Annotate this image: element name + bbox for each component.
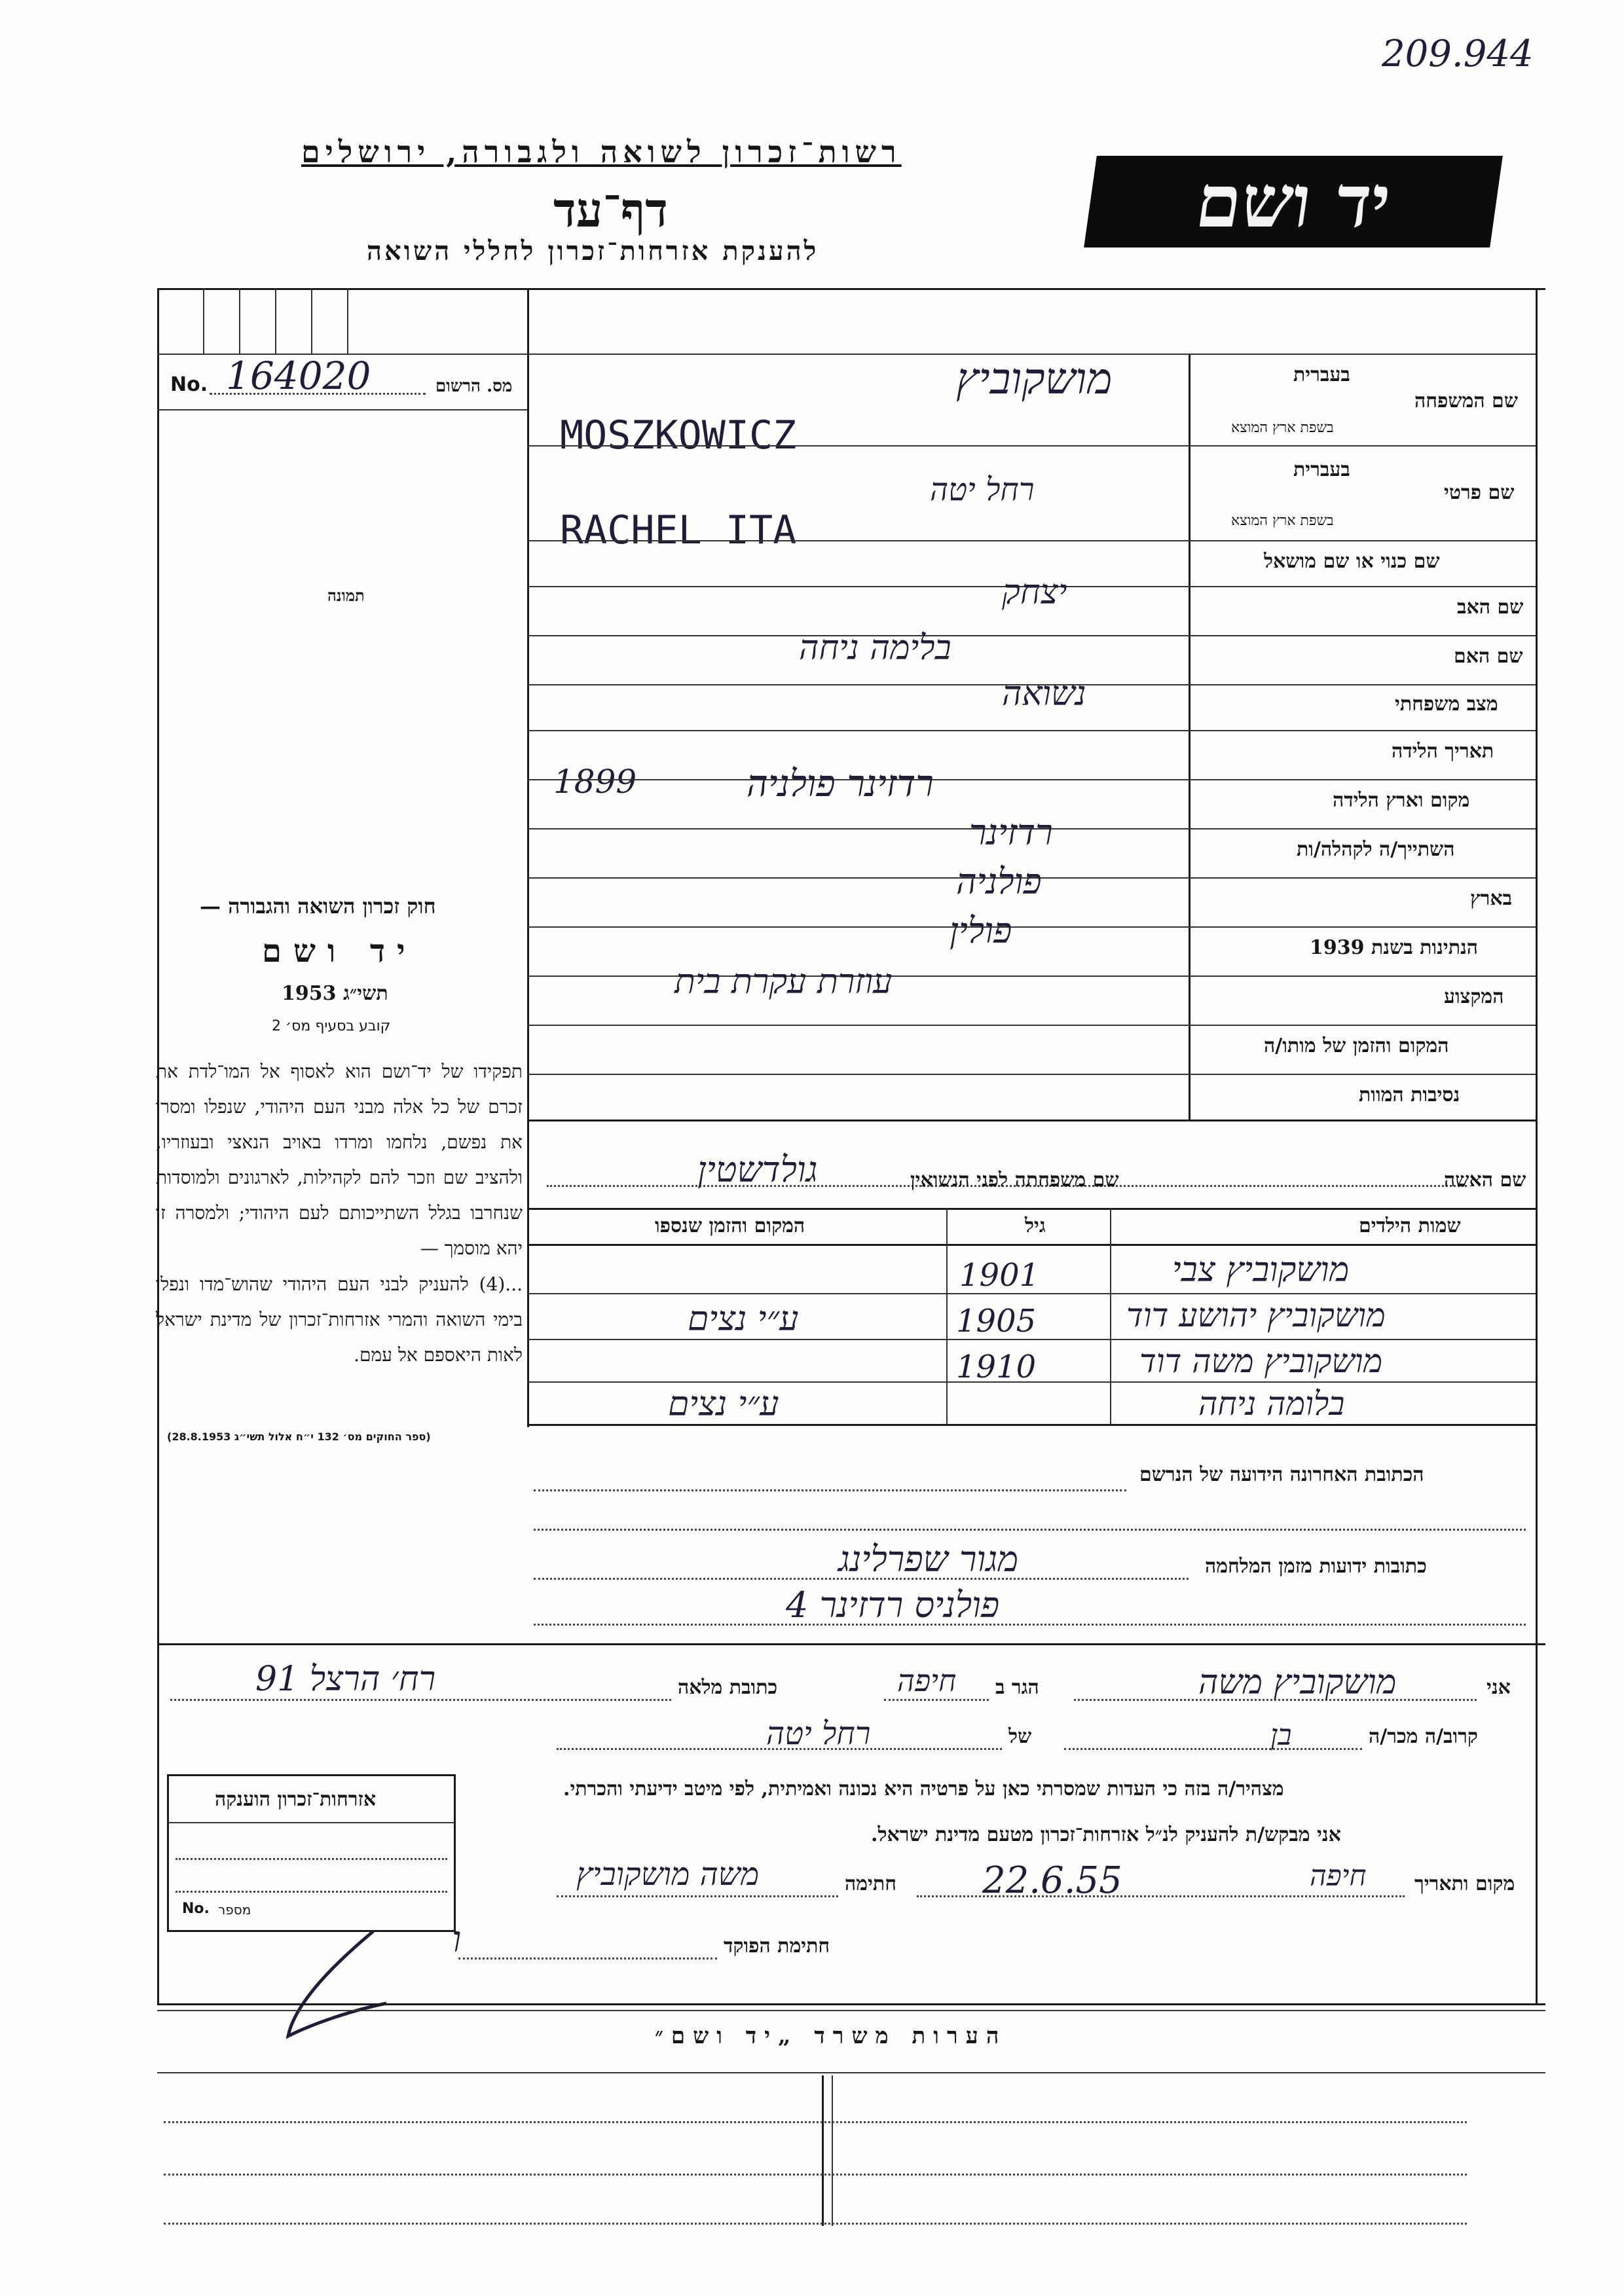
stamp-title: אזרחות־זכרון הוענקה — [215, 1788, 377, 1811]
date-value: 22.6.55 — [982, 1859, 1122, 1902]
first-name-label: שם פרטי — [1444, 481, 1515, 504]
law-paragraph-1: תפקידו של יד־ושם הוא לאסוף אל המו־לדת את זכרם של כל אלה מבני העם היהודי, שנפלו ומסרו את נפשם, נלחמו ומרדו באויב הנאצי ובעוזריו, ולהציב שם וזכר להם לקהילות, לארגונים ולמוסדות שנחרבו בגלל השתייכותם לעם היהודי; ולמסרה זו יהא מוסמך — — [156, 1061, 523, 1259]
origin-lang-label-1: בשפת ארץ המוצא — [1231, 420, 1334, 436]
of-value: רחל יטה — [766, 1715, 871, 1752]
signature-label: חתימה — [845, 1872, 896, 1895]
mother-value: בלימה ניחה — [799, 629, 951, 668]
child-4-name: בלומה ניחה — [1198, 1385, 1345, 1423]
place-date-label: מקום ותאריך — [1414, 1872, 1515, 1895]
request-text: אני מבקש/ת להעניק לנ״ל אזרחות־זכרון מטעם מדינת ישראל. — [871, 1823, 1341, 1846]
full-address-label: כתובת מלאה — [678, 1676, 778, 1699]
birth-place-value: רדזינר פולניה — [747, 763, 934, 805]
declarant-name: מושקוביץ משה — [1198, 1663, 1397, 1702]
hebrew-label-1: בעברית — [1293, 363, 1350, 386]
officer-mark: ו — [452, 1918, 462, 1961]
relation-label: קרוב/ה מכר/ה — [1369, 1725, 1478, 1748]
law-name: יד ושם — [262, 933, 417, 970]
law-paragraph-2: ...(4) להעניק לבני העם היהודי שהוש־מדו ונפלו בימי השואה והמרי אזרחות־זכרון של מדינת ישראל לאות היאספם אל עמם. — [156, 1273, 523, 1366]
child-2-place: ע״י נצים — [688, 1300, 799, 1339]
place-value: חיפה — [1310, 1859, 1367, 1893]
resides-value: חיפה — [897, 1663, 957, 1698]
child-2-year: 1905 — [956, 1303, 1037, 1339]
citizenship-label: הנתינות בשנת 1939 — [1310, 936, 1479, 959]
registration-number: 164020 — [226, 354, 371, 398]
child-4-place: ע״י נצים — [668, 1385, 779, 1424]
relation-value: בן — [1270, 1719, 1292, 1752]
scribble-mark — [275, 1925, 393, 2056]
form-subtitle: להענקת אזרחות־זכרון לחללי השואה — [367, 236, 819, 266]
declarant-i-label: אני — [1486, 1676, 1511, 1699]
yad-vashem-logo: יד ושם — [1084, 156, 1503, 247]
wife-label: שם האשה — [1444, 1169, 1526, 1192]
registration-he-label: מס. הרשום — [435, 376, 513, 396]
community-value: רדזינר — [969, 812, 1053, 853]
wartime-address-1: מגור שפרלינג — [838, 1539, 1019, 1580]
death-circ-label: נסיבות המוות — [1359, 1084, 1460, 1106]
maiden-name-label: שם משפחתה לפני הנשואין — [910, 1169, 1119, 1192]
declaration-text: מצהיר/ה בזה כי העדות שמסרתי כאן על פרטיה היא נכונה ואמיתית, לפי מיטב ידיעתי והכרתי. — [563, 1777, 1284, 1800]
profession-value: עוזרת עקרת בית — [674, 962, 893, 1002]
family-name-label: שם המשפחה — [1414, 390, 1519, 412]
nickname-label: שם כנוי או שם מושאל — [1264, 550, 1440, 573]
birth-year: 1899 — [553, 763, 637, 801]
children-place-header: המקום והזמן שנספו — [655, 1214, 805, 1237]
family-name-origin: MOSZKOWICZ — [560, 412, 797, 458]
stamp-number-he: מספר — [218, 1902, 251, 1918]
family-name-he: מושקוביץ — [956, 354, 1113, 404]
father-label: שם האב — [1457, 596, 1524, 619]
office-notes-title: הערות משרד „יד ושם״ — [655, 2023, 1007, 2049]
children-names-header: שמות הילדים — [1359, 1214, 1461, 1237]
marital-value: נשואה — [1002, 674, 1086, 714]
death-place-label: המקום והזמן של מותו/ה — [1264, 1034, 1449, 1057]
origin-lang-label-2: בשפת ארץ המוצא — [1231, 513, 1334, 529]
of-label: של — [1008, 1725, 1032, 1748]
last-address-label: הכתובת האחרונה הידועה של הנרשם — [1139, 1463, 1424, 1486]
mother-label: שם האם — [1454, 645, 1523, 668]
registration-en-label: No. — [170, 373, 208, 396]
profession-label: המקצוע — [1444, 985, 1504, 1008]
child-1-year: 1901 — [959, 1257, 1040, 1294]
photo-label: תמונה — [327, 586, 365, 605]
law-title: חוק זכרון השואה והגבורה — — [200, 894, 436, 919]
citizenship-value: פולין — [950, 910, 1012, 951]
full-address-value: רח׳ הרצל 91 — [255, 1660, 436, 1699]
officer-signature-label: חתימת הפוקד — [724, 1935, 830, 1958]
hebrew-label-2: בעברית — [1293, 458, 1350, 481]
law-citation: (ספר החוקים מס׳ 132 י״ח אלול תשי״ג 28.8.1953) — [167, 1430, 431, 1443]
birth-date-label: תאריך הלידה — [1392, 740, 1494, 763]
signature: משה מושקוביץ — [576, 1856, 760, 1893]
community-label: השתייך/ה לקהלה/ות — [1297, 838, 1455, 861]
child-2-name: מושקוביץ יהושע דוד — [1126, 1296, 1386, 1334]
first-name-origin: RACHEL ITA — [560, 507, 797, 553]
wartime-address-2: פולניס רדזינר 4 — [786, 1584, 1000, 1626]
child-1-name: מושקוביץ צבי — [1172, 1250, 1350, 1290]
birth-place-label: מקום וארץ הלידה — [1333, 789, 1470, 812]
child-3-year: 1910 — [956, 1349, 1037, 1385]
marital-label: מצב משפחתי — [1395, 693, 1498, 716]
stamp-number-en: No. — [182, 1901, 210, 1917]
maiden-name-value: גולדשטין — [697, 1149, 818, 1190]
stamp-box — [167, 1774, 456, 1932]
form-title: דף־עד — [553, 182, 668, 238]
law-year: תשי״ג 1953 — [282, 982, 388, 1005]
authority-title: רשות־זכרון לשואה ולגבורה, ירושלים — [301, 134, 902, 170]
wartime-address-label: כתובות ידועות מזמן המלחמה — [1205, 1555, 1427, 1578]
country-label: בארץ — [1470, 887, 1513, 910]
resides-label: הגר ב — [995, 1676, 1039, 1699]
father-value: יצחק — [1002, 573, 1067, 612]
archive-number: 209.944 — [1382, 33, 1534, 75]
law-clause: קובע בסעיף מס׳ 2 — [272, 1018, 391, 1034]
children-age-header: גיל — [1025, 1214, 1046, 1237]
first-name-he: רחל יטה — [930, 471, 1035, 508]
country-value: פולניה — [956, 861, 1042, 902]
child-3-name: מושקוביץ משה דוד — [1139, 1342, 1383, 1380]
